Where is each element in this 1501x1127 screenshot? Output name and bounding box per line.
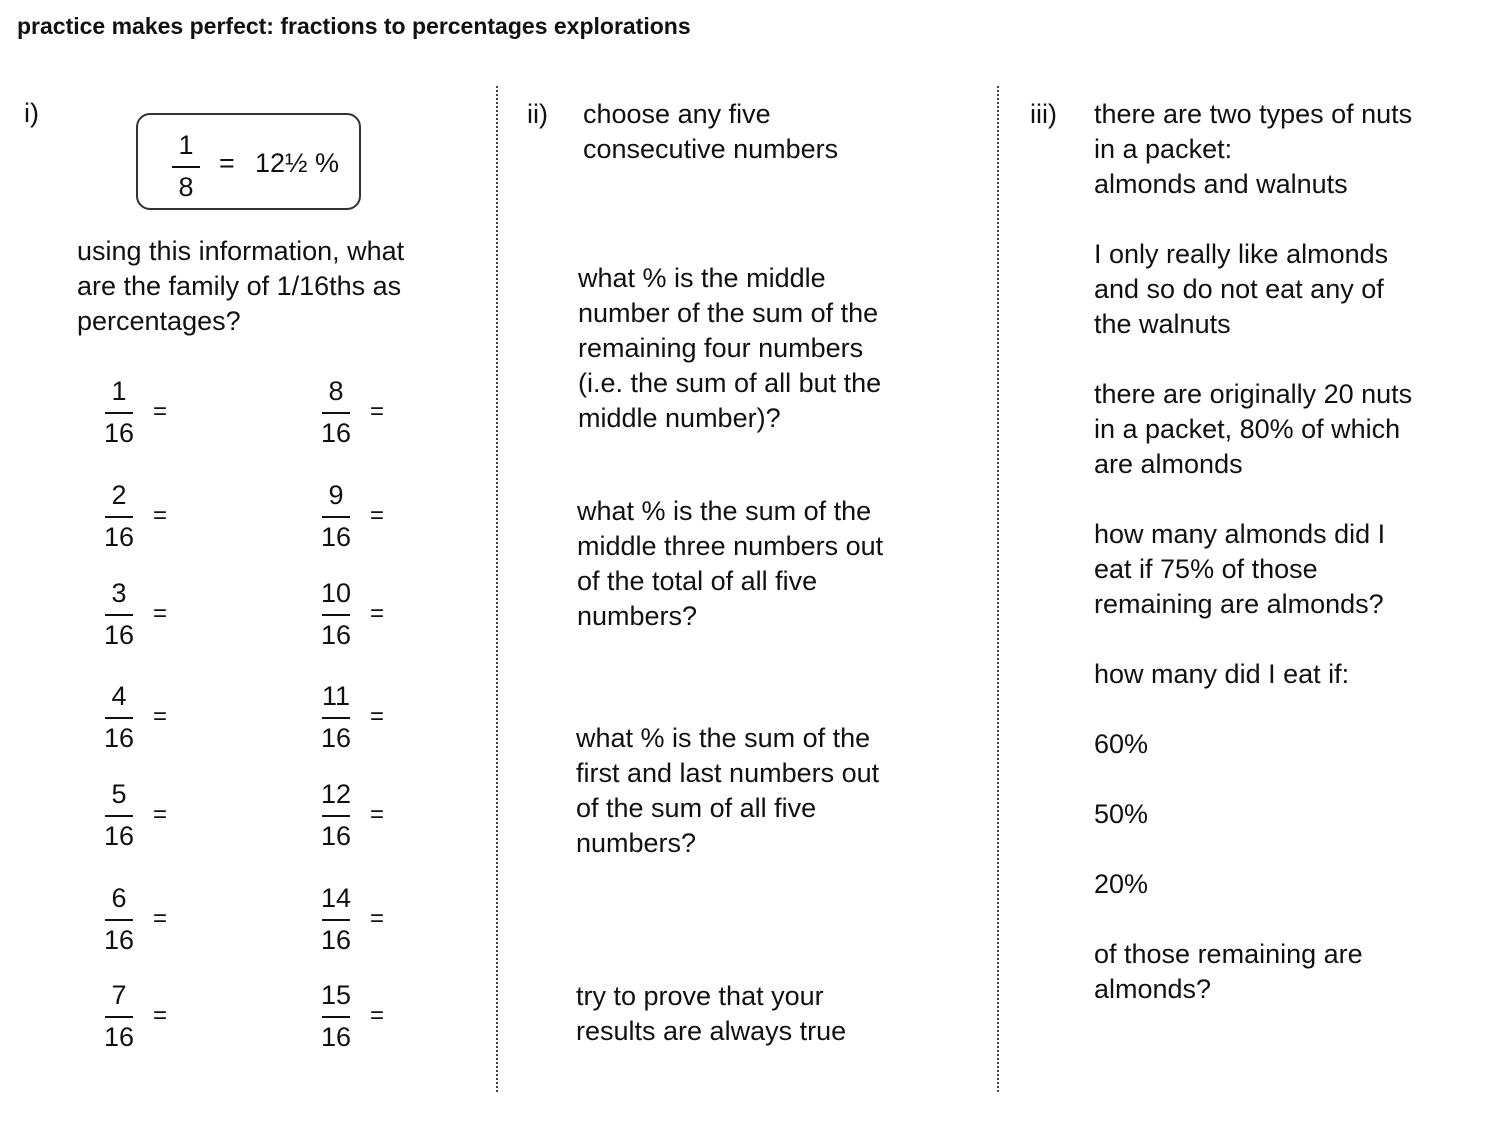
fraction-bar [322, 516, 350, 518]
key-equals: = [219, 148, 235, 178]
section-3-paragraph-4: how many almonds did I eat if 75% of those remaining are almonds? [1094, 519, 1386, 619]
fraction-item [314, 681, 358, 754]
section-2-question-1: what % is the middle number of the sum of the remaining four numbers (i.e. the sum of all but the middle number)? [578, 263, 882, 433]
fraction-bar [322, 1016, 350, 1018]
equals-sign: = [370, 801, 385, 828]
fraction-numerator: 11 [321, 681, 351, 711]
fraction-denominator: 16 [103, 821, 135, 851]
fraction-denominator: 16 [320, 925, 352, 955]
key-numerator: 1 [178, 130, 194, 160]
section-3-paragraph-6: of those remaining are almonds? [1094, 939, 1363, 1004]
fraction-numerator: 1 [111, 376, 127, 406]
fraction-numerator: 12 [320, 779, 352, 809]
fraction-denominator: 16 [103, 620, 135, 650]
fraction-item [97, 480, 141, 553]
equals-sign: = [153, 905, 168, 932]
equals-sign: = [370, 600, 385, 627]
fraction-item [314, 480, 358, 553]
fraction-bar [105, 516, 133, 518]
fraction-bar [322, 614, 350, 616]
fraction-bar [105, 1016, 133, 1018]
fraction-denominator: 16 [103, 925, 135, 955]
equals-sign: = [370, 1002, 385, 1029]
key-fraction [164, 130, 208, 203]
fraction-item [314, 980, 358, 1053]
fraction-bar [322, 815, 350, 817]
fraction-denominator: 16 [103, 522, 135, 552]
fraction-denominator: 16 [320, 620, 352, 650]
fraction-item [97, 883, 141, 956]
equals-sign: = [153, 1002, 168, 1029]
fraction-numerator: 7 [111, 980, 127, 1010]
fraction-denominator: 16 [320, 821, 352, 851]
section-2-question-3: what % is the sum of the first and last numbers out of the sum of all five numbers? [576, 723, 880, 858]
fraction-item [314, 883, 358, 956]
fraction-bar [322, 717, 350, 719]
fraction-denominator: 16 [103, 418, 135, 448]
fraction-denominator: 16 [103, 723, 135, 753]
section-3-paragraph-2: I only really like almonds and so do not eat any of the walnuts [1094, 239, 1389, 339]
fraction-bar [105, 412, 133, 414]
section-3-option: 20% [1094, 869, 1149, 899]
fraction-denominator: 16 [320, 522, 352, 552]
fraction-bar [105, 919, 133, 921]
section-3-label: iii) [1030, 99, 1057, 129]
fraction-denominator: 16 [320, 1022, 352, 1052]
fraction-numerator: 15 [320, 980, 352, 1010]
fraction-item [314, 779, 358, 852]
fraction-denominator: 16 [320, 723, 352, 753]
equals-sign: = [153, 703, 168, 730]
section-1-label: i) [24, 98, 39, 128]
fraction-bar [105, 614, 133, 616]
fraction-numerator: 6 [111, 883, 127, 913]
fraction-numerator: 8 [328, 376, 344, 406]
fraction-numerator: 4 [111, 681, 127, 711]
fraction-item [97, 376, 141, 449]
fraction-item [97, 980, 141, 1053]
fraction-denominator: 16 [103, 1022, 135, 1052]
fraction-bar [322, 412, 350, 414]
fraction-numerator: 5 [111, 779, 127, 809]
fraction-denominator: 16 [320, 418, 352, 448]
fraction-numerator: 3 [111, 578, 127, 608]
section-3-option: 50% [1094, 799, 1149, 829]
fraction-numerator: 9 [328, 480, 344, 510]
fraction-bar [105, 815, 133, 817]
fraction-item [97, 779, 141, 852]
equals-sign: = [153, 600, 168, 627]
key-denominator: 8 [178, 172, 194, 202]
equals-sign: = [370, 905, 385, 932]
fraction-item [314, 376, 358, 449]
section-2-question-2: what % is the sum of the middle three numbers out of the total of all five numbers? [577, 496, 884, 631]
equals-sign: = [153, 502, 168, 529]
fraction-bar [322, 919, 350, 921]
section-3-paragraph-5: how many did I eat if: [1094, 659, 1350, 689]
equals-sign: = [153, 801, 168, 828]
equals-sign: = [370, 398, 385, 425]
section-3-option: 60% [1094, 729, 1149, 759]
fraction-numerator: 14 [320, 883, 352, 913]
fraction-numerator: 10 [320, 578, 352, 608]
fraction-bar [105, 717, 133, 719]
section-3-paragraph-1: there are two types of nuts in a packet: almonds and walnuts [1094, 99, 1413, 199]
section-2-label: ii) [527, 99, 548, 129]
fraction-item [314, 578, 358, 651]
section-3-paragraph-3: there are originally 20 nuts in a packet, 80% of which are almonds [1094, 379, 1413, 479]
fraction-numerator: 2 [111, 480, 127, 510]
fraction-item [97, 681, 141, 754]
equals-sign: = [153, 398, 168, 425]
equals-sign: = [370, 502, 385, 529]
fraction-item [97, 578, 141, 651]
section-1-question: using this information, what are the family of 1/16ths as percentages? [77, 236, 405, 336]
column-divider-1 [496, 86, 498, 1092]
section-2-question-4: try to prove that your results are always true [576, 981, 847, 1046]
column-divider-2 [997, 86, 999, 1092]
key-value: 12½ % [255, 148, 340, 178]
page-title: practice makes perfect: fractions to percentages explorations [17, 13, 691, 39]
fraction-bar [172, 166, 200, 168]
section-2-intro: choose any five consecutive numbers [583, 99, 839, 164]
equals-sign: = [370, 703, 385, 730]
